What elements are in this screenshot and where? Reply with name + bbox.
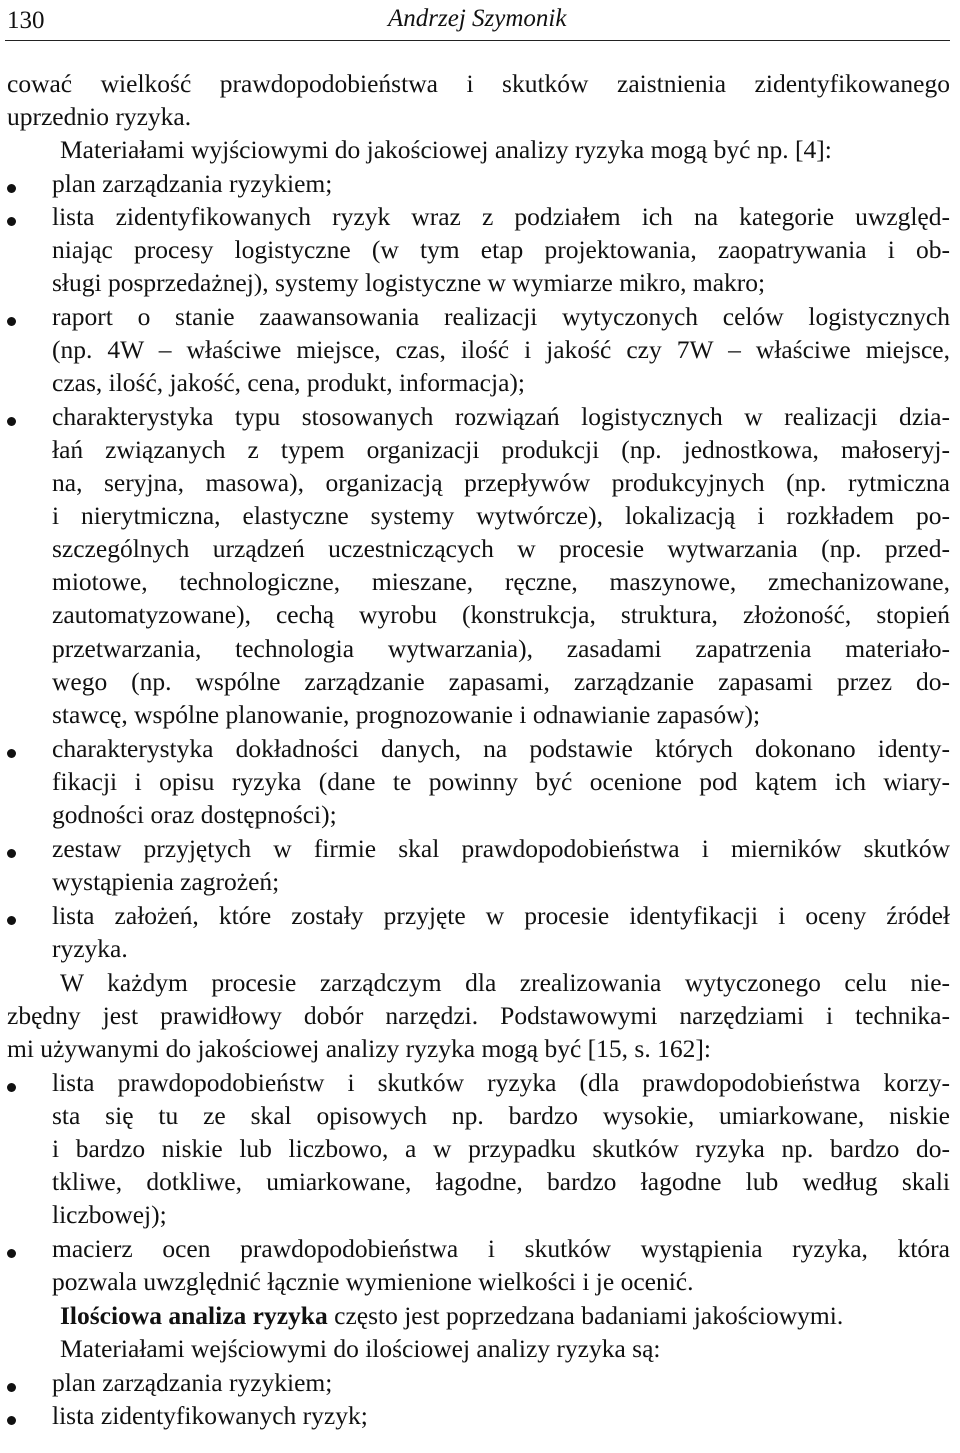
text-line: (np. 4W – właściwe miejsce, czas, ilość i jakość czy 7W – właściwe miejsce, — [52, 335, 950, 364]
text-line: wego (np. wspólne zarządzanie zapasami, zarządzanie zapasami przez do- — [52, 667, 950, 696]
text-line: i bardzo niskie lub liczbowo, a w przypadku skutków ryzyka np. bardzo do- — [52, 1134, 950, 1163]
text-line: pozwala uwzględnić łącznie wymienione wielkości i je ocenić. — [52, 1267, 694, 1296]
text-line: zautomatyzowane), cechą wyrobu (konstrukcja, struktura, złożoność, stopień — [52, 600, 950, 629]
text-line: zbędny jest prawidłowy dobór narzędzi. Podstawowymi narzędziami i technika- — [7, 1001, 950, 1030]
bold-term: Ilościowa analiza ryzyka — [60, 1301, 328, 1330]
text-line: raport o stanie zaawansowania realizacji wytyczonych celów logistycznych — [52, 302, 950, 331]
text-line: i nierytmiczna, elastyczne systemy wytwórcze), lokalizacją i rozkładem po- — [52, 501, 950, 530]
text-line: Materiałami wyjściowymi do jakościowej analizy ryzyka mogą być np. [4]: — [60, 135, 832, 164]
text-line: lista zidentyfikowanych ryzyk wraz z podziałem ich na kategorie uwzględ- — [52, 202, 950, 231]
bullet-icon — [7, 1416, 16, 1425]
text-line: szczególnych urządzeń uczestniczących w procesie wytwarzania (np. przed- — [52, 534, 950, 563]
text-line: zestaw przyjętych w firmie skal prawdopodobieństwa i mierników skutków — [52, 834, 950, 863]
text-line: W każdym procesie zarządczym dla zrealizowania wytyczonego celu nie- — [60, 968, 950, 997]
text-line: fikacji i opisu ryzyka (dane te powinny być ocenione pod kątem ich wiary- — [52, 767, 950, 796]
text-line: Materiałami wejściowymi do ilościowej analizy ryzyka są: — [60, 1334, 661, 1363]
text-line: lista zidentyfikowanych ryzyk; — [52, 1401, 368, 1430]
bullet-icon — [7, 417, 16, 426]
bullet-icon — [7, 916, 16, 925]
text-line: wystąpienia zagrożeń; — [52, 867, 280, 896]
text-line: lista założeń, które zostały przyjęte w procesie identyfikacji i oceny źródeł — [52, 901, 950, 930]
running-head: Andrzej Szymonik — [388, 5, 567, 32]
text-line: charakterystyka typu stosowanych rozwiązań logistycznych w realizacji dzia- — [52, 402, 950, 431]
text-line: plan zarządzania ryzykiem; — [52, 1368, 333, 1397]
bullet-icon — [7, 1383, 16, 1392]
text-line: niając procesy logistyczne (w tym etap projektowania, zaopatrywania i ob- — [52, 235, 950, 264]
text-line: przetwarzania, technologia wytwarzania), zasadami zapatrzenia materiało- — [52, 634, 950, 663]
text-line: łań związanych z typem organizacji produkcji (np. jednostkowa, małoseryj- — [52, 435, 950, 464]
page-number: 130 — [7, 7, 45, 34]
text-line: uprzednio ryzyka. — [7, 102, 192, 131]
page-header — [5, 2, 950, 41]
bullet-icon — [7, 317, 16, 326]
text-line-rest: często jest poprzedzana badaniami jakościowymi. — [327, 1301, 844, 1330]
text-line: czas, ilość, jakość, cena, produkt, informacja); — [52, 368, 525, 397]
text-line: ryzyka. — [52, 934, 128, 963]
bullet-icon — [7, 749, 16, 758]
text-line: mi używanymi do jakościowej analizy ryzyka mogą być [15, s. 162]: — [7, 1034, 711, 1063]
text-line: charakterystyka dokładności danych, na podstawie których dokonano identy- — [52, 734, 950, 763]
text-line: sługi posprzedażnej), systemy logistyczne w wymiarze mikro, makro; — [52, 268, 766, 297]
bullet-icon — [7, 217, 16, 226]
text-line: miotowe, technologiczne, mieszane, ręczne, maszynowe, zmechanizowane, — [52, 567, 950, 596]
bullet-icon — [7, 1083, 16, 1092]
text-line: stawcę, wspólne planowanie, prognozowanie i odnawianie zapasów); — [52, 700, 761, 729]
text-line: macierz ocen prawdopodobieństwa i skutków wystąpienia ryzyka, która — [52, 1234, 950, 1263]
bullet-icon — [7, 184, 16, 193]
text-line: liczbowej); — [52, 1200, 167, 1229]
text-line: plan zarządzania ryzykiem; — [52, 169, 333, 198]
text-line: sta się tu ze skal opisowych np. bardzo wysokie, umiarkowane, niskie — [52, 1101, 950, 1130]
bullet-icon — [7, 1249, 16, 1258]
text-line: lista prawdopodobieństw i skutków ryzyka (dla prawdopodobieństwa korzy- — [52, 1068, 950, 1097]
text-line: cować wielkość prawdopodobieństwa i skutków zaistnienia zidentyfikowanego — [7, 69, 950, 98]
text-line: tkliwe, dotkliwe, umiarkowane, łagodne, bardzo łagodne lub według skali — [52, 1167, 950, 1196]
text-line: na, seryjna, masowa), organizacją przepływów produkcyjnych (np. rytmiczna — [52, 468, 950, 497]
text-line — [60, 1300, 843, 1332]
text-line: godności oraz dostępności); — [52, 800, 337, 829]
bullet-icon — [7, 849, 16, 858]
